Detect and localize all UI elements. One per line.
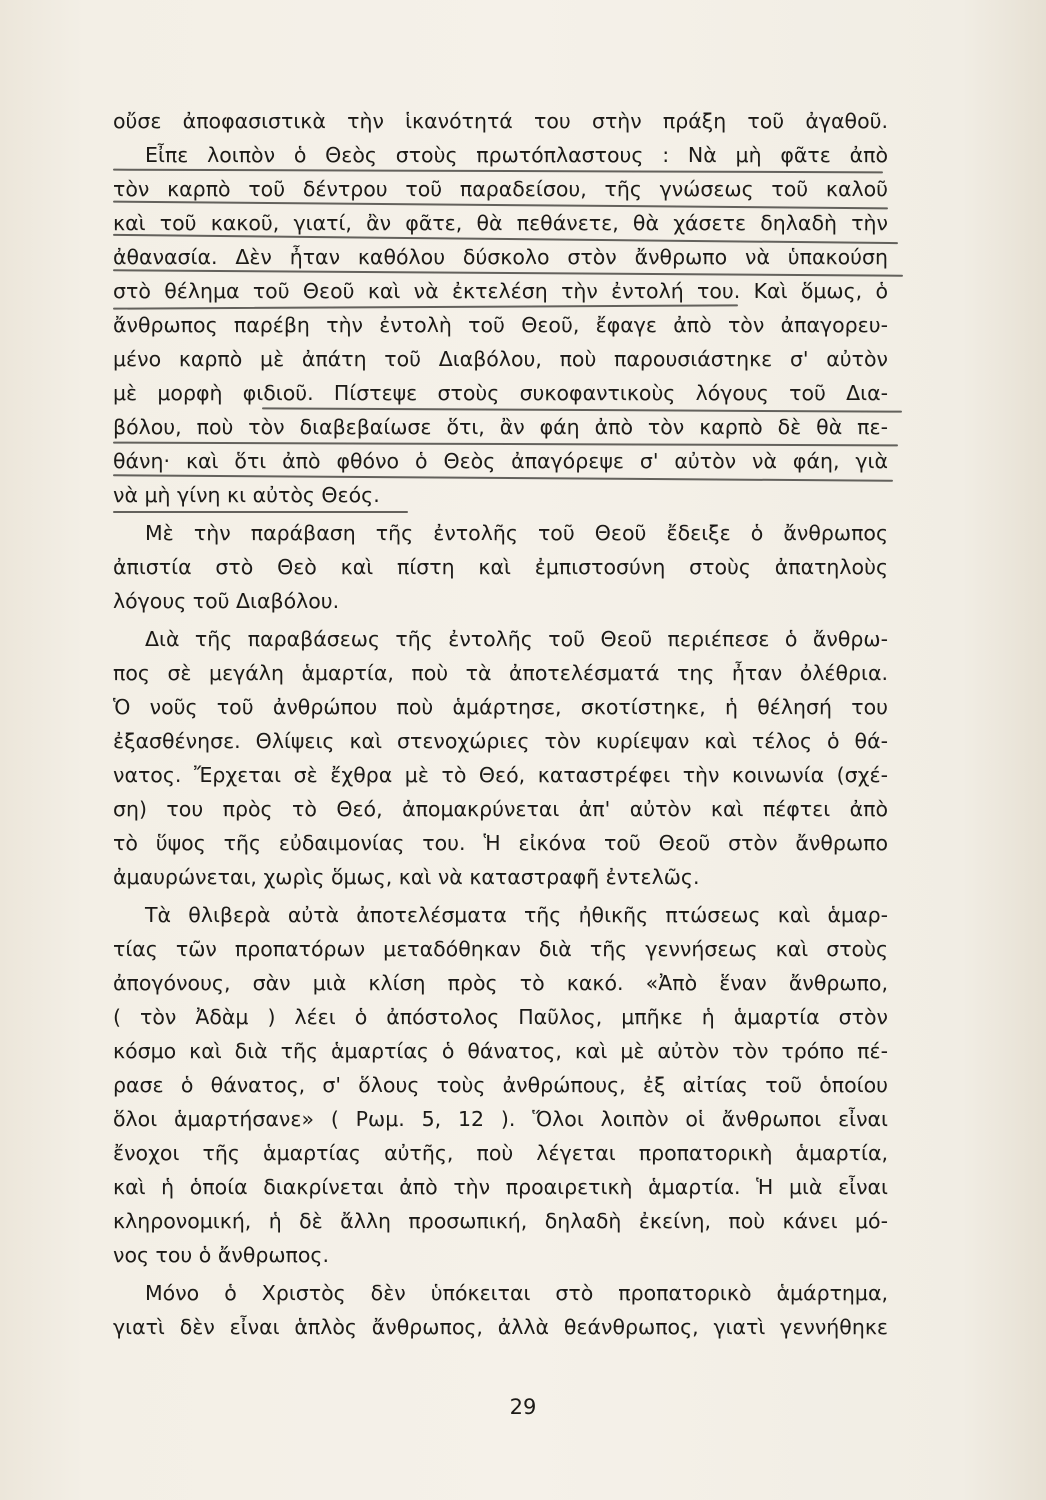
- text-line: ( τὸν Ἀδὰμ ) λέει ὁ ἀπόστολος Παῦλος, μπῆκε ἡ ἁμαρτία στὸν: [113, 1005, 888, 1029]
- paragraph-start-line: Εἶπε λοιπὸν ὁ Θεὸς στοὺς πρωτόπλαστους : Νὰ μὴ φᾶτε ἀπὸ: [145, 143, 888, 167]
- text-line: ἐξασθένησε. Θλίψεις καὶ στενοχώριες τὸν κυρίεψαν καὶ τέλος ὁ θά-: [113, 729, 888, 753]
- text-line: βόλου, ποὺ τὸν διαβεβαίωσε ὅτι, ἂν φάη ἀπὸ τὸν καρπὸ δὲ θὰ πε-: [113, 415, 888, 439]
- text-line: κληρονομική, ἡ δὲ ἄλλη προσωπική, δηλαδὴ ἐκείνη, ποὺ κάνει μό-: [113, 1209, 888, 1233]
- paragraph-start-line: Μὲ τὴν παράβαση τῆς ἐντολῆς τοῦ Θεοῦ ἔδειξε ὁ ἄνθρωπος: [145, 521, 888, 545]
- text-line: ἄνθρωπος παρέβη τὴν ἐντολὴ τοῦ Θεοῦ, ἔφαγε ἀπὸ τὸν ἀπαγορευ-: [113, 313, 888, 337]
- text-line: μὲ μορφὴ φιδιοῦ. Πίστεψε στοὺς συκοφαντικοὺς λόγους τοῦ Δια-: [113, 381, 888, 405]
- paragraph-end-line: ἀμαυρώνεται, χωρὶς ὅμως, καὶ νὰ καταστραφῆ ἐντελῶς.: [113, 865, 700, 889]
- text-line: ρασε ὁ θάνατος, σ' ὅλους τοὺς ἀνθρώπους, ἐξ αἰτίας τοῦ ὁποίου: [113, 1073, 888, 1097]
- paragraph-end-line: λόγους τοῦ Διαβόλου.: [113, 589, 340, 613]
- text-line: θάνη· καὶ ὅτι ἀπὸ φθόνο ὁ Θεὸς ἀπαγόρεψε σ' αὐτὸν νὰ φάη, γιὰ: [113, 449, 888, 473]
- text-line: ἔνοχοι τῆς ἁμαρτίας αὐτῆς, ποὺ λέγεται προπατορικὴ ἁμαρτία,: [113, 1141, 888, 1165]
- text-line: οὔσε ἀποφασιστικὰ τὴν ἱκανότητά του στὴν πράξη τοῦ ἀγαθοῦ.: [113, 109, 888, 133]
- text-line: ἀπογόνους, σὰν μιὰ κλίση πρὸς τὸ κακό. «Ἀπὸ ἕναν ἄνθρωπο,: [113, 971, 888, 995]
- text-line: πος σὲ μεγάλη ἁμαρτία, ποὺ τὰ ἀποτελέσματά της ἦταν ὀλέθρια.: [113, 661, 888, 685]
- text-line: τὸ ὕψος τῆς εὐδαιμονίας του. Ἡ εἰκόνα τοῦ Θεοῦ στὸν ἄνθρωπο: [113, 831, 888, 855]
- page-number: 29: [509, 1395, 537, 1419]
- text-line: ὅλοι ἁμαρτήσανε» ( Ρωμ. 5, 12 ). Ὅλοι λοιπὸν οἱ ἄνθρωποι εἶναι: [113, 1107, 888, 1131]
- paragraph-end-line: νος του ὁ ἄνθρωπος.: [113, 1243, 329, 1267]
- text-line: καὶ ἡ ὁποία διακρίνεται ἀπὸ τὴν προαιρετικὴ ἁμαρτία. Ἡ μιὰ εἶναι: [113, 1175, 888, 1199]
- text-line: γιατὶ δὲν εἶναι ἁπλὸς ἄνθρωπος, ἀλλὰ θεάνθρωπος, γιατὶ γεννήθηκε: [113, 1315, 888, 1339]
- paragraph-end-line: νὰ μὴ γίνη κι αὐτὸς Θεός.: [113, 483, 380, 507]
- text-line: στὸ θέλημα τοῦ Θεοῦ καὶ νὰ ἐκτελέση τὴν ἐντολή του. Καὶ ὅμως, ὁ: [113, 279, 888, 303]
- text-line: τίας τῶν προπατόρων μεταδόθηκαν διὰ τῆς γεννήσεως καὶ στοὺς: [113, 937, 888, 961]
- text-line: μένο καρπὸ μὲ ἀπάτη τοῦ Διαβόλου, ποὺ παρουσιάστηκε σ' αὐτὸν: [113, 347, 888, 371]
- paragraph-start-line: Μόνο ὁ Χριστὸς δὲν ὑπόκειται στὸ προπατορικὸ ἁμάρτημα,: [145, 1281, 888, 1305]
- paragraph-start-line: Διὰ τῆς παραβάσεως τῆς ἐντολῆς τοῦ Θεοῦ περιέπεσε ὁ ἄνθρω-: [145, 627, 888, 651]
- text-line: καὶ τοῦ κακοῦ, γιατί, ἂν φᾶτε, θὰ πεθάνετε, θὰ χάσετε δηλαδὴ τὴν: [113, 211, 888, 235]
- text-line: ἀθανασία. Δὲν ἦταν καθόλου δύσκολο στὸν ἄνθρωπο νὰ ὑπακούση: [113, 245, 888, 269]
- text-line: τὸν καρπὸ τοῦ δέντρου τοῦ παραδείσου, τῆς γνώσεως τοῦ καλοῦ: [113, 177, 888, 201]
- paragraph-start-line: Τὰ θλιβερὰ αὐτὰ ἀποτελέσματα τῆς ἠθικῆς πτώσεως καὶ ἁμαρ-: [145, 903, 888, 927]
- text-line: νατος. Ἔρχεται σὲ ἔχθρα μὲ τὸ Θεό, καταστρέφει τὴν κοινωνία (σχέ-: [113, 763, 888, 787]
- text-line: ση) του πρὸς τὸ Θεό, ἀπομακρύνεται ἀπ' αὐτὸν καὶ πέφτει ἀπὸ: [113, 797, 888, 821]
- text-line: κόσμο καὶ διὰ τῆς ἁμαρτίας ὁ θάνατος, καὶ μὲ αὐτὸν τὸν τρόπο πέ-: [113, 1039, 888, 1063]
- text-line: ἀπιστία στὸ Θεὸ καὶ πίστη καὶ ἐμπιστοσύνη στοὺς ἀπατηλοὺς: [113, 555, 888, 579]
- text-line: Ὁ νοῦς τοῦ ἀνθρώπου ποὺ ἁμάρτησε, σκοτίστηκε, ἡ θέλησή του: [113, 695, 888, 719]
- pen-underline: [113, 511, 408, 513]
